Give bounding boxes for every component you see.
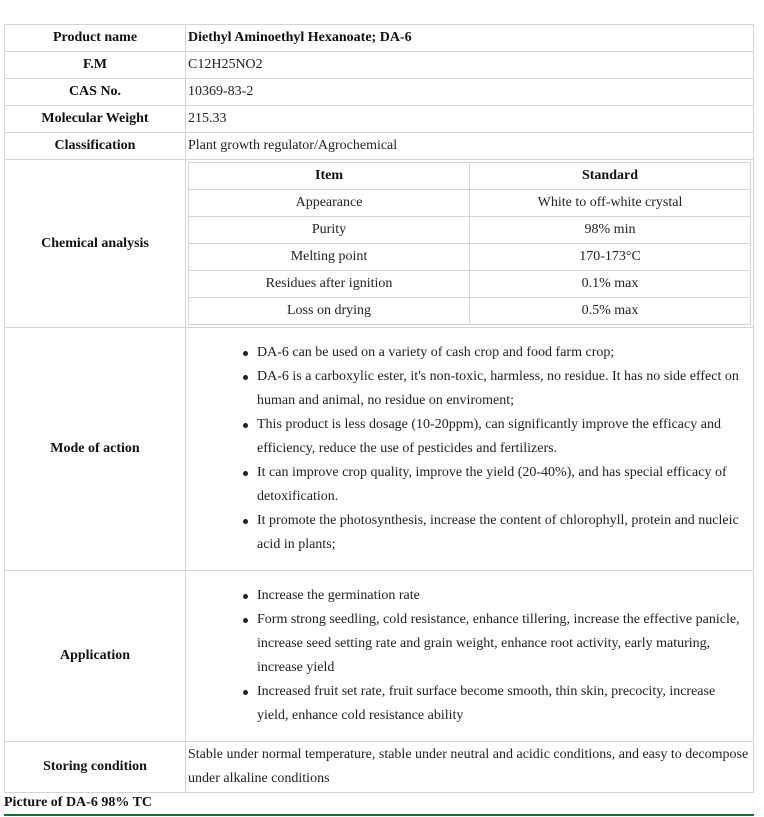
storing-condition-value: Stable under normal temperature, stable under neutral and acidic conditions, and easy to decompose under alkaline conditions — [186, 742, 754, 793]
fm-label: F.M — [5, 52, 186, 79]
analysis-item: Loss on drying — [189, 298, 470, 325]
list-item: It promote the photosynthesis, increase the content of chlorophyll, protein and nucleic acid in plants; — [257, 509, 751, 557]
cas-value: 10369-83-2 — [186, 79, 754, 106]
mode-of-action-label: Mode of action — [5, 328, 186, 571]
analysis-standard: 170-173°C — [470, 244, 751, 271]
mode-of-action-list — [188, 341, 751, 557]
analysis-standard: 0.1% max — [470, 271, 751, 298]
chemical-analysis-label: Chemical analysis — [5, 160, 186, 328]
header-standard: Standard — [470, 163, 751, 190]
row-cas — [5, 79, 754, 106]
list-item: DA-6 is a carboxylic ester, it's non-toxic, harmless, no residue. It has no side effect on human and animal, no residue on enviroment; — [257, 365, 751, 413]
table-row — [189, 190, 751, 217]
classification-label: Classification — [5, 133, 186, 160]
table-row — [189, 298, 751, 325]
analysis-standard: 98% min — [470, 217, 751, 244]
row-classification — [5, 133, 754, 160]
cas-label: CAS No. — [5, 79, 186, 106]
mw-value: 215.33 — [186, 106, 754, 133]
fm-value: C12H25NO2 — [186, 52, 754, 79]
row-product-name — [5, 25, 754, 52]
product-name-value: Diethyl Aminoethyl Hexanoate; DA-6 — [186, 25, 754, 52]
row-chemical-analysis — [5, 160, 754, 328]
picture-caption: Picture of DA-6 98% TC — [4, 795, 153, 810]
analysis-standard: 0.5% max — [470, 298, 751, 325]
table-row — [189, 244, 751, 271]
product-name-label: Product name — [5, 25, 186, 52]
analysis-item: Residues after ignition — [189, 271, 470, 298]
list-item: This product is less dosage (10-20ppm), can significantly improve the efficacy and efficiency, reduce the use of pesticides and fertilizers. — [257, 413, 751, 461]
table-row — [189, 271, 751, 298]
mode-of-action-cell — [186, 328, 754, 571]
application-label: Application — [5, 571, 186, 742]
application-list — [188, 584, 751, 728]
row-fm — [5, 52, 754, 79]
list-item: Increased fruit set rate, fruit surface become smooth, thin skin, precocity, increase yield, enhance cold resistance ability — [257, 680, 751, 728]
row-mode-of-action — [5, 328, 754, 571]
header-item: Item — [189, 163, 470, 190]
application-cell — [186, 571, 754, 742]
row-molecular-weight — [5, 106, 754, 133]
product-spec-table — [4, 24, 754, 793]
row-storing-condition — [5, 742, 754, 793]
chemical-analysis-table — [188, 162, 751, 325]
analysis-item: Purity — [189, 217, 470, 244]
chemical-analysis-cell — [186, 160, 754, 328]
storing-condition-label: Storing condition — [5, 742, 186, 793]
table-row — [189, 217, 751, 244]
list-item: Increase the germination rate — [257, 584, 751, 608]
row-application — [5, 571, 754, 742]
analysis-item: Melting point — [189, 244, 470, 271]
list-item: It can improve crop quality, improve the yield (20-40%), and has special efficacy of detoxification. — [257, 461, 751, 509]
analysis-standard: White to off-white crystal — [470, 190, 751, 217]
chemical-analysis-header-row — [189, 163, 751, 190]
classification-value: Plant growth regulator/Agrochemical — [186, 133, 754, 160]
section-divider — [4, 814, 754, 816]
list-item: Form strong seedling, cold resistance, enhance tillering, increase the effective panicle, increase seed setting rate and grain weight, enhance root activity, early maturing, increase yield — [257, 608, 751, 680]
mw-label: Molecular Weight — [5, 106, 186, 133]
analysis-item: Appearance — [189, 190, 470, 217]
list-item: DA-6 can be used on a variety of cash crop and food farm crop; — [257, 341, 751, 365]
